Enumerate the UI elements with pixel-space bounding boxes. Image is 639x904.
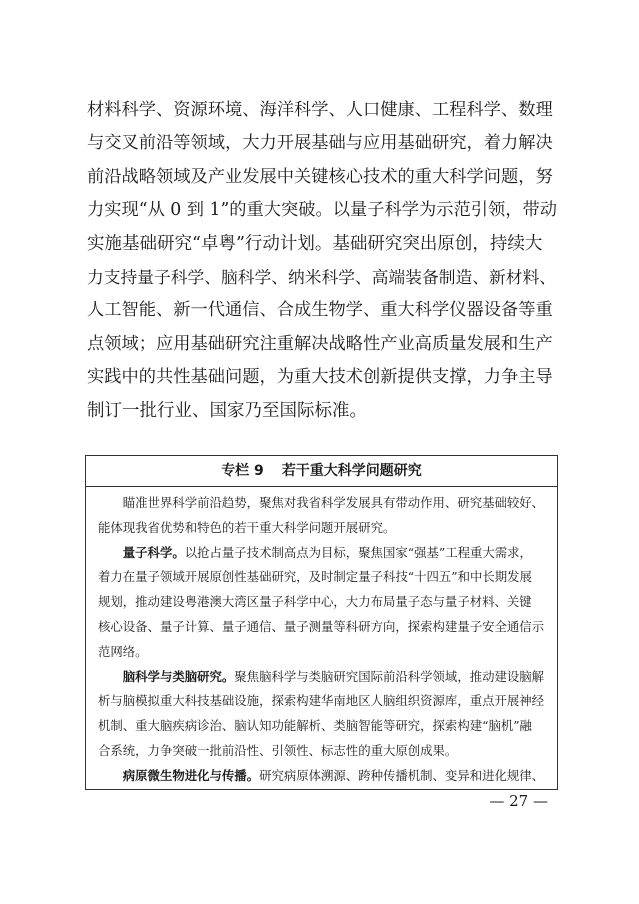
body-line: 力支持量子科学、脑科学、纳米科学、高端装备制造、新材料、 <box>87 266 557 287</box>
box-line <box>98 714 547 739</box>
box-line-text: 着力在量子领域开展原创性基础研究，及时制定量子科技“十四五”和中长期发展 <box>98 569 532 585</box>
box-line-text: 析与脑模拟重大科技基础设施，探索构建华南地区人脑组织资源库，重点开展神经 <box>98 693 545 709</box>
box-line <box>98 516 547 541</box>
body-line: 实践中的共性基础问题，为重大技术创新提供支撑，力争主导 <box>87 367 553 388</box>
box-line-text: 研究病原体溯源、跨种传播机制、变异和进化规律、 <box>259 767 545 783</box>
box-line-text: 合系统，力争突破一批前沿性、引领性、标志性的重大原创成果。 <box>98 742 458 758</box>
body-paragraph <box>87 94 557 428</box>
box-line-text: 能体现我省优势和特色的若干重大科学问题开展研究。 <box>98 519 396 535</box>
box-line-lead: 量子科学。 <box>98 544 185 560</box>
box-line <box>98 689 547 714</box>
box-line <box>98 640 547 665</box>
box-title-number: 专栏 9 <box>221 463 264 479</box>
body-line: 实施基础研究“卓粤”行动计划。基础研究突出原创，持续大 <box>87 233 543 254</box>
box-line-text: 瞄准世界科学前沿趋势，聚焦对我省科学发展具有带动作用、研究基础较好、 <box>98 495 545 510</box>
box-body <box>86 487 557 790</box>
box-line <box>98 789 547 790</box>
box-line <box>98 565 547 590</box>
body-line: 前沿战略领域及产业发展中关键核心技术的重大科学问题，努 <box>87 166 553 187</box>
box-line <box>98 541 547 566</box>
box-line-lead: 脑科学与类脑研究。 <box>98 668 235 684</box>
box-title-text: 若干重大科学问题研究 <box>281 463 422 479</box>
box-line <box>98 665 547 690</box>
box-line-text: 范网络。 <box>98 643 148 659</box>
page-number: — 27 — <box>489 792 548 810</box>
box-line-text: 以抢占量子技术制高点为目标，聚焦国家“强基”工程重大需求， <box>184 544 532 560</box>
box-title <box>86 456 557 487</box>
body-line: 点领域；应用基础研究注重解决战略性产业高质量发展和生产 <box>87 333 553 354</box>
body-line: 制订一批行业、国家乃至国际标准。 <box>87 400 367 421</box>
box-line <box>98 590 547 615</box>
special-column-box <box>85 455 558 790</box>
box-line-lead: 病原微生物进化与传播。 <box>98 767 260 783</box>
box-line-text: 规划，推动建设粤港澳大湾区量子科学中心，大力布局量子态与量子材料、关键 <box>98 594 532 610</box>
body-line: 力实现“从 0 到 1”的重大突破。以量子科学为示范引领，带动 <box>87 200 558 221</box>
box-line <box>98 764 547 789</box>
body-line: 材料科学、资源环境、海洋科学、人口健康、工程科学、数理 <box>87 100 553 120</box>
box-line-text: 核心设备、量子计算、量子通信、量子测量等科研方向，探索构建量子安全通信示 <box>98 618 545 634</box>
body-line: 与交叉前沿等领域，大力开展基础与应用基础研究，着力解决 <box>87 133 553 154</box>
box-line <box>98 491 547 516</box>
box-line <box>98 739 547 764</box>
box-line-text: 机制、重大脑疾病诊治、脑认知功能解析、类脑智能等研究，探索构建“脑机”融 <box>98 718 532 734</box>
box-line-text: 聚焦脑科学与类脑研究国际前沿科学领域，推动建设脑解 <box>234 668 545 684</box>
body-line: 人工智能、新一代通信、合成生物学、重大科学仪器设备等重 <box>87 300 553 321</box>
box-line <box>98 615 547 640</box>
